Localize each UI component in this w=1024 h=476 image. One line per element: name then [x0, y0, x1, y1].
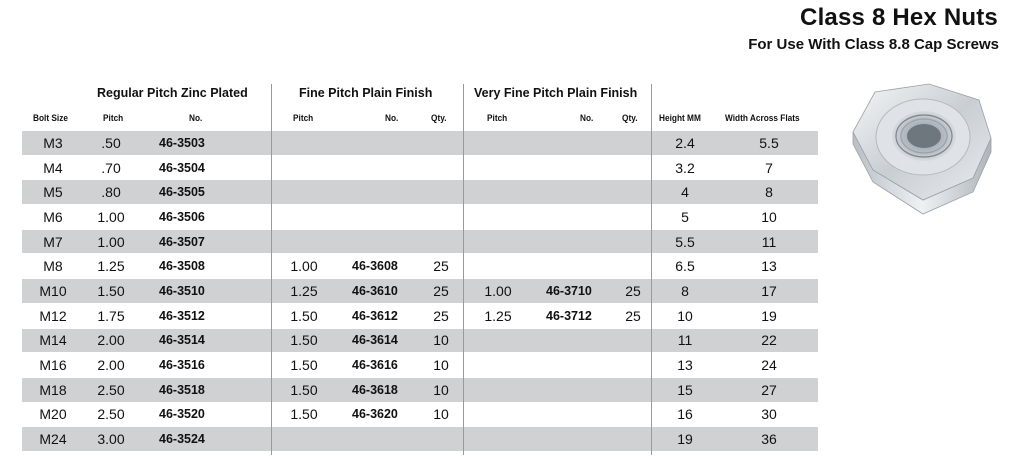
bolt-size-cell: M4 — [43, 159, 63, 176]
fine-pitch-cell — [284, 180, 324, 204]
vf-number-cell — [546, 427, 626, 451]
height-cell: 11 — [677, 332, 693, 349]
col-header-width: Width Across Flats — [725, 113, 800, 123]
height-cell: 15 — [677, 381, 693, 398]
vf-pitch-cell — [478, 131, 518, 155]
reg-pitch-cell: 1.75 — [97, 307, 125, 324]
fine-pitch-cell: 1.50 — [290, 357, 318, 374]
height-cell: 8 — [681, 282, 689, 299]
reg-number-cell: 46-3504 — [159, 160, 205, 175]
fine-number-cell — [352, 205, 432, 229]
reg-pitch-cell: .50 — [101, 134, 121, 151]
fine-qty-cell: 25 — [433, 258, 449, 275]
vf-number-cell — [546, 230, 626, 254]
fine-qty-cell — [426, 205, 456, 229]
vf-number-cell — [546, 180, 626, 204]
reg-pitch-cell: 3.00 — [97, 431, 125, 448]
fine-number-cell: 46-3610 — [352, 283, 398, 298]
vf-pitch-cell — [478, 378, 518, 402]
reg-pitch-cell: 1.50 — [97, 282, 125, 299]
table-row — [22, 403, 818, 428]
width-cell: 30 — [761, 406, 777, 423]
reg-pitch-cell: 1.00 — [97, 208, 125, 225]
col-header-reg-no: No. — [189, 113, 203, 123]
width-cell: 27 — [761, 381, 777, 398]
vf-pitch-cell — [478, 205, 518, 229]
reg-number-cell: 46-3520 — [159, 407, 205, 422]
width-cell: 7 — [765, 159, 773, 176]
vf-qty-cell — [618, 230, 648, 254]
reg-number-cell: 46-3510 — [159, 283, 205, 298]
fine-qty-cell — [426, 230, 456, 254]
vf-pitch-cell — [478, 353, 518, 377]
table-row — [22, 205, 818, 230]
width-cell: 8 — [765, 184, 773, 201]
reg-pitch-cell: 2.50 — [97, 381, 125, 398]
vf-number-cell — [546, 131, 626, 155]
reg-pitch-cell: 1.00 — [97, 233, 125, 250]
col-header-fine-no: No. — [385, 113, 399, 123]
fine-number-cell — [352, 180, 432, 204]
height-cell: 6.5 — [675, 258, 695, 275]
height-cell: 19 — [677, 431, 693, 448]
vf-pitch-cell — [478, 156, 518, 180]
fine-pitch-cell: 1.25 — [290, 282, 318, 299]
table-row — [22, 254, 818, 279]
vf-number-cell — [546, 378, 626, 402]
col-header-vf-pitch: Pitch — [487, 113, 508, 123]
width-cell: 10 — [761, 208, 777, 225]
reg-number-cell: 46-3505 — [159, 185, 205, 200]
vf-qty-cell — [618, 254, 648, 278]
fine-pitch-cell — [284, 205, 324, 229]
width-cell: 24 — [761, 357, 777, 374]
column-divider — [271, 84, 272, 455]
fine-qty-cell — [426, 427, 456, 451]
col-header-height: Height MM — [659, 113, 701, 123]
fine-qty-cell — [426, 156, 456, 180]
vf-qty-cell — [618, 378, 648, 402]
bolt-size-cell: M8 — [43, 258, 63, 275]
vf-pitch-cell — [478, 180, 518, 204]
vf-pitch-cell: 1.00 — [484, 282, 512, 299]
vf-qty-cell — [618, 329, 648, 353]
table-row — [22, 378, 818, 403]
page-subtitle: For Use With Class 8.8 Cap Screws — [748, 36, 999, 53]
fine-number-cell: 46-3608 — [352, 259, 398, 274]
vf-pitch-cell — [478, 329, 518, 353]
reg-number-cell: 46-3518 — [159, 382, 205, 397]
vf-number-cell — [546, 353, 626, 377]
fine-number-cell — [352, 156, 432, 180]
fine-pitch-cell: 1.50 — [290, 332, 318, 349]
width-cell: 36 — [761, 431, 777, 448]
width-cell: 17 — [761, 282, 777, 299]
bolt-size-cell: M6 — [43, 208, 63, 225]
height-cell: 4 — [681, 184, 689, 201]
bolt-size-cell: M7 — [43, 233, 63, 250]
col-header-vf-qty: Qty. — [622, 113, 638, 123]
height-cell: 16 — [677, 406, 693, 423]
vf-pitch-cell — [478, 403, 518, 427]
vf-qty-cell — [618, 180, 648, 204]
fine-pitch-cell — [284, 427, 324, 451]
bolt-size-cell: M16 — [39, 357, 67, 374]
reg-number-cell: 46-3503 — [159, 135, 205, 150]
width-cell: 22 — [761, 332, 777, 349]
vf-qty-cell — [618, 156, 648, 180]
fine-number-cell: 46-3620 — [352, 407, 398, 422]
table-row — [22, 353, 818, 378]
vf-number-cell: 46-3710 — [546, 283, 592, 298]
reg-number-cell: 46-3516 — [159, 358, 205, 373]
vf-pitch-cell: 1.25 — [484, 307, 512, 324]
height-cell: 13 — [677, 357, 693, 374]
vf-qty-cell — [618, 131, 648, 155]
vf-qty-cell: 25 — [625, 307, 641, 324]
col-header-vf-no: No. — [580, 113, 594, 123]
hex-nut-icon — [845, 82, 997, 220]
fine-qty-cell: 10 — [433, 381, 449, 398]
group-header-fine: Fine Pitch Plain Finish — [299, 86, 433, 100]
height-cell: 5 — [681, 208, 689, 225]
reg-number-cell: 46-3508 — [159, 259, 205, 274]
fine-number-cell — [352, 230, 432, 254]
vf-qty-cell — [618, 403, 648, 427]
vf-pitch-cell — [478, 230, 518, 254]
vf-number-cell — [546, 156, 626, 180]
reg-number-cell: 46-3512 — [159, 308, 205, 323]
vf-number-cell — [546, 329, 626, 353]
fine-pitch-cell — [284, 156, 324, 180]
vf-number-cell — [546, 205, 626, 229]
fine-number-cell: 46-3616 — [352, 358, 398, 373]
bolt-size-cell: M10 — [39, 282, 67, 299]
fine-number-cell: 46-3618 — [352, 382, 398, 397]
bolt-size-cell: M18 — [39, 381, 67, 398]
reg-pitch-cell: .70 — [101, 159, 121, 176]
vf-qty-cell — [618, 427, 648, 451]
vf-number-cell: 46-3712 — [546, 308, 592, 323]
vf-number-cell — [546, 254, 626, 278]
width-cell: 11 — [761, 233, 777, 250]
fine-number-cell — [352, 427, 432, 451]
fine-qty-cell — [426, 131, 456, 155]
bolt-size-cell: M14 — [39, 332, 67, 349]
height-cell: 3.2 — [675, 159, 695, 176]
table-row — [22, 156, 818, 181]
reg-number-cell: 46-3506 — [159, 209, 205, 224]
reg-number-cell: 46-3507 — [159, 234, 205, 249]
table-row — [22, 329, 818, 354]
bolt-size-cell: M3 — [43, 134, 63, 151]
table-row — [22, 180, 818, 205]
height-cell: 2.4 — [675, 134, 695, 151]
page-title: Class 8 Hex Nuts — [800, 4, 998, 31]
height-cell: 10 — [677, 307, 693, 324]
table-row — [22, 131, 818, 156]
bolt-size-cell: M5 — [43, 184, 63, 201]
fine-pitch-cell — [284, 131, 324, 155]
vf-qty-cell — [618, 353, 648, 377]
col-header-bolt-size: Bolt Size — [33, 113, 68, 123]
reg-number-cell: 46-3524 — [159, 432, 205, 447]
vf-qty-cell: 25 — [625, 282, 641, 299]
column-divider — [463, 84, 464, 455]
column-divider — [651, 84, 652, 455]
fine-pitch-cell: 1.50 — [290, 307, 318, 324]
fine-qty-cell: 10 — [433, 332, 449, 349]
fine-pitch-cell: 1.00 — [290, 258, 318, 275]
fine-qty-cell — [426, 180, 456, 204]
fine-number-cell: 46-3614 — [352, 333, 398, 348]
table-row — [22, 279, 818, 304]
group-header-very-fine: Very Fine Pitch Plain Finish — [474, 86, 638, 100]
bolt-size-cell: M24 — [39, 431, 67, 448]
table-row — [22, 304, 818, 329]
reg-pitch-cell: 2.00 — [97, 332, 125, 349]
table-row — [22, 230, 818, 255]
group-header-regular: Regular Pitch Zinc Plated — [97, 86, 248, 100]
fine-pitch-cell: 1.50 — [290, 381, 318, 398]
fine-number-cell — [352, 131, 432, 155]
reg-pitch-cell: .80 — [101, 184, 121, 201]
col-header-fine-pitch: Pitch — [293, 113, 314, 123]
fine-qty-cell: 25 — [433, 307, 449, 324]
width-cell: 19 — [761, 307, 777, 324]
fine-pitch-cell: 1.50 — [290, 406, 318, 423]
col-header-fine-qty: Qty. — [431, 113, 447, 123]
vf-pitch-cell — [478, 427, 518, 451]
reg-pitch-cell: 1.25 — [97, 258, 125, 275]
reg-number-cell: 46-3514 — [159, 333, 205, 348]
reg-pitch-cell: 2.00 — [97, 357, 125, 374]
vf-qty-cell — [618, 205, 648, 229]
height-cell: 5.5 — [675, 233, 695, 250]
hex-nut-table — [22, 131, 818, 452]
bolt-size-cell: M12 — [39, 307, 67, 324]
vf-pitch-cell — [478, 254, 518, 278]
width-cell: 5.5 — [759, 134, 779, 151]
table-row — [22, 427, 818, 452]
vf-number-cell — [546, 403, 626, 427]
fine-pitch-cell — [284, 230, 324, 254]
bolt-size-cell: M20 — [39, 406, 67, 423]
fine-qty-cell: 10 — [433, 357, 449, 374]
col-header-reg-pitch: Pitch — [103, 113, 124, 123]
fine-qty-cell: 25 — [433, 282, 449, 299]
reg-pitch-cell: 2.50 — [97, 406, 125, 423]
width-cell: 13 — [761, 258, 777, 275]
fine-number-cell: 46-3612 — [352, 308, 398, 323]
fine-qty-cell: 10 — [433, 406, 449, 423]
